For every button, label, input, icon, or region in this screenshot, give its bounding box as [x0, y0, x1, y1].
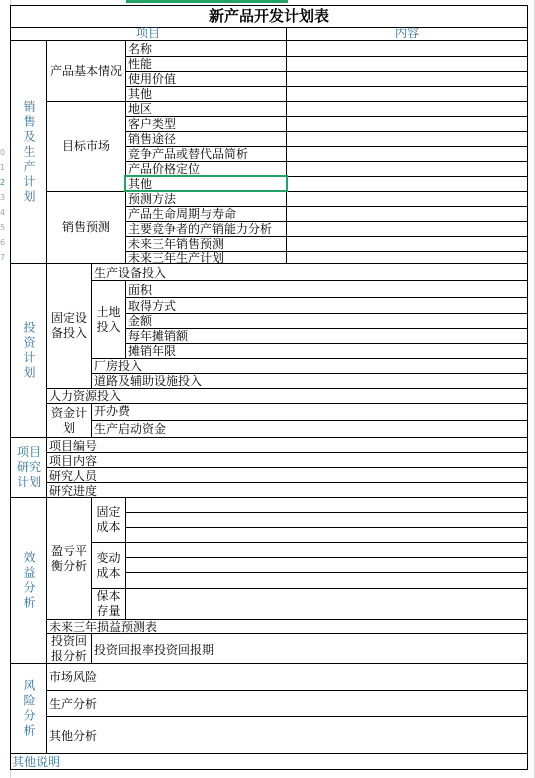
item-acquire[interactable]: 取得方式 [128, 299, 177, 313]
group-land [92, 281, 125, 358]
item-amortize[interactable]: 每年摊销额 [128, 329, 189, 343]
item-other[interactable]: 其他 [128, 87, 153, 101]
item-lifecycle[interactable]: 产品生命周期与寿命 [128, 207, 237, 221]
row-header[interactable]: 3 [0, 193, 6, 202]
item-customer[interactable]: 客户类型 [128, 117, 177, 131]
row-header[interactable]: 6 [0, 238, 6, 247]
item-road[interactable]: 道路及辅助设施投入 [94, 374, 203, 388]
section-research-label: 项目研究计划 [16, 445, 41, 489]
row-header[interactable]: 4 [0, 208, 6, 217]
group-market: 目标市场 [61, 139, 110, 153]
footer-notes[interactable]: 其他说明 [12, 755, 61, 769]
item-researchers[interactable]: 研究人员 [49, 469, 98, 483]
item-region[interactable]: 地区 [128, 102, 153, 116]
group-land-label: 土地投入 [96, 304, 121, 334]
group-fixed-label: 固定设备投入 [50, 311, 87, 340]
section-benefit-label: 效益分析 [22, 550, 36, 611]
group-basic [47, 41, 125, 101]
item-prod-analysis[interactable]: 生产分析 [49, 697, 98, 711]
item-plant[interactable]: 厂房投入 [94, 359, 143, 373]
group-capital [47, 404, 91, 437]
group-roi-label: 投资回报分析 [50, 633, 87, 663]
row-header[interactable]: 7 [0, 253, 6, 262]
item-channel[interactable]: 销售途径 [128, 132, 177, 146]
item-competitor[interactable]: 竞争产品或替代品简析 [128, 147, 249, 161]
group-breakeven [47, 498, 91, 619]
item-proj-content[interactable]: 项目内容 [49, 454, 98, 468]
selected-column-indicator [126, 0, 288, 3]
section-invest-label: 投资计划 [22, 320, 36, 381]
group-forecast: 销售预测 [61, 220, 110, 234]
item-forecast3[interactable]: 未来三年损益预测表 [49, 620, 158, 634]
item-perf[interactable]: 性能 [128, 57, 153, 71]
item-proj-no[interactable]: 项目编号 [49, 439, 98, 453]
section-research [12, 438, 46, 497]
item-market-risk[interactable]: 市场风险 [49, 670, 98, 684]
item-method[interactable]: 预测方法 [128, 192, 177, 206]
group-breakeven-label: 盈亏平衡分析 [50, 543, 87, 573]
section-risk [11, 664, 46, 753]
item-area[interactable]: 面积 [128, 283, 153, 297]
group-capital-label: 资金计划 [50, 405, 87, 435]
section-risk-label: 风险分析 [22, 678, 36, 739]
section-invest [11, 264, 46, 437]
group-roi [47, 634, 91, 663]
item-other-selected[interactable]: 其他 [128, 177, 153, 191]
section-sales-label: 销售及生产计划 [22, 99, 36, 205]
item-fixed-cost-label: 固定成本 [96, 505, 121, 534]
item-years[interactable]: 摊销年限 [128, 344, 177, 358]
item-breakeven-qty[interactable] [92, 589, 125, 619]
header-content: 内容 [394, 26, 419, 40]
section-benefit [11, 498, 46, 663]
item-roi-detail[interactable]: 投资回报率投资回报期 [94, 643, 215, 657]
row-header[interactable]: 5 [0, 223, 6, 232]
header-item: 项目 [135, 26, 160, 40]
item-sales3[interactable]: 未来三年销售预测 [128, 237, 225, 251]
item-startup[interactable]: 开办费 [94, 404, 131, 418]
item-amount[interactable]: 金额 [128, 314, 153, 328]
item-pricing[interactable]: 产品价格定位 [128, 162, 201, 176]
item-value[interactable]: 使用价值 [128, 72, 177, 86]
row-header[interactable]: 0 [0, 148, 6, 157]
group-fixed [47, 264, 91, 388]
section-sales [11, 41, 46, 263]
item-fixed-cost[interactable] [92, 498, 125, 542]
item-var-cost-label: 变动成本 [96, 550, 121, 580]
item-other-analysis[interactable]: 其他分析 [49, 729, 98, 743]
item-var-cost[interactable] [92, 543, 125, 588]
row-header-selected[interactable]: 2 [0, 178, 6, 187]
item-prod3[interactable]: 未来三年生产计划 [128, 251, 225, 265]
item-hr[interactable]: 人力资源投入 [49, 389, 122, 403]
item-progress[interactable]: 研究进度 [49, 484, 98, 498]
item-equip[interactable]: 生产设备投入 [94, 266, 167, 280]
item-breakeven-qty-label: 保本存量 [96, 589, 121, 618]
item-name[interactable]: 名称 [128, 42, 153, 56]
item-operating[interactable]: 生产启动资金 [94, 422, 167, 436]
item-competitor-sales[interactable]: 主要竞争者的产销能力分析 [128, 222, 273, 236]
group-basic-label: 产品基本情况 [50, 63, 123, 78]
sheet-title: 新产品开发计划表 [208, 7, 329, 25]
row-header[interactable]: 1 [0, 163, 6, 172]
